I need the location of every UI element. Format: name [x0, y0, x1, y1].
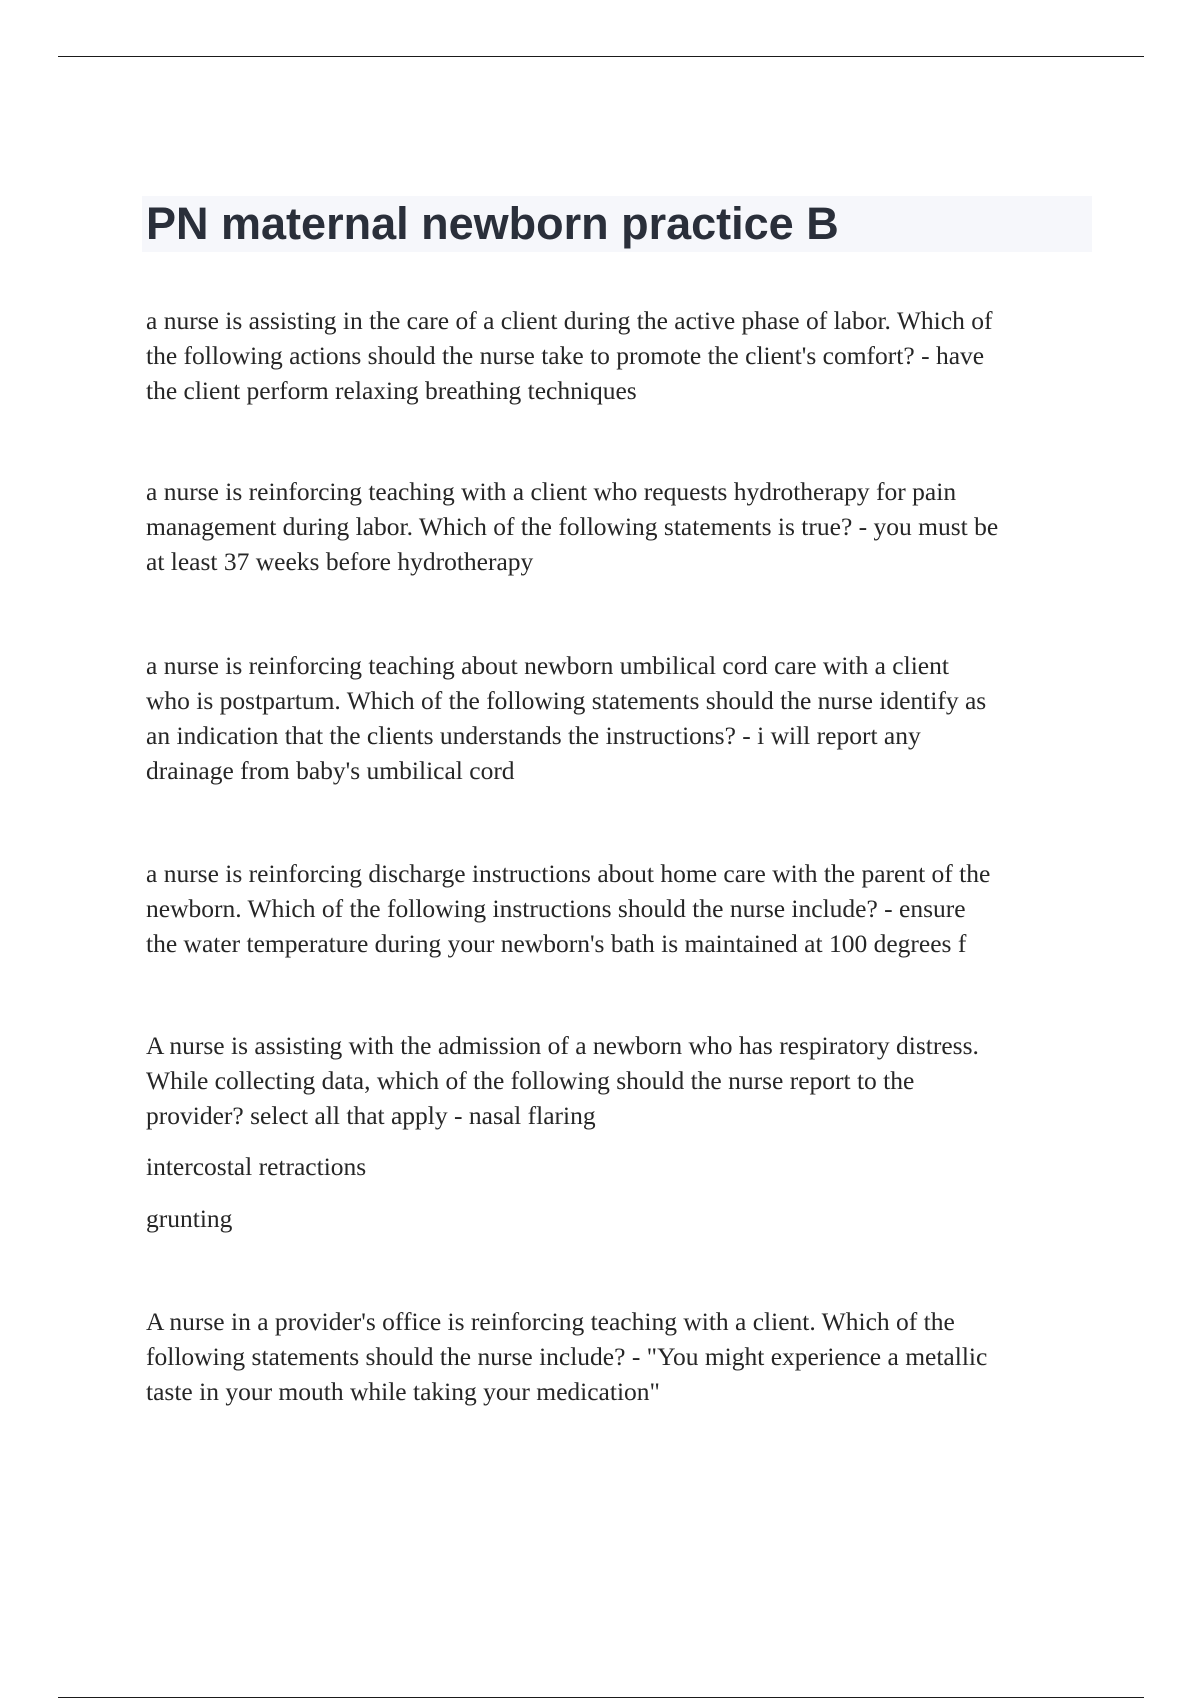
qa-line: newborn. Which of the following instructions should the nurse include? - ensure [146, 894, 966, 923]
bottom-rule [58, 1697, 1144, 1698]
qa-line: a nurse is reinforcing teaching with a client who requests hydrotherapy for pain [146, 477, 957, 506]
page-title: PN maternal newborn practice B [146, 198, 839, 249]
qa-item-5 [146, 1028, 1096, 1133]
qa-line: a nurse is assisting in the care of a client during the active phase of labor. Which of [146, 306, 993, 335]
qa-line: following statements should the nurse include? - "You might experience a metallic [146, 1342, 988, 1371]
qa-line: an indication that the clients understands the instructions? - i will report any [146, 721, 921, 750]
qa-line: the following actions should the nurse take to promote the client's comfort? - have [146, 341, 985, 370]
qa-line: A nurse in a provider's office is reinforcing teaching with a client. Which of the [146, 1307, 955, 1336]
qa-line: the water temperature during your newborn's bath is maintained at 100 degrees f [146, 929, 967, 958]
qa-line: at least 37 weeks before hydrotherapy [146, 547, 534, 576]
qa-item-4 [146, 856, 1096, 961]
qa-line: drainage from baby's umbilical cord [146, 756, 515, 785]
qa-line: While collecting data, which of the following should the nurse report to the [146, 1066, 915, 1095]
qa-item-6 [146, 1304, 1096, 1409]
qa-line: provider? select all that apply - nasal flaring [146, 1101, 596, 1130]
qa-line: the client perform relaxing breathing techniques [146, 376, 637, 405]
qa-line: a nurse is reinforcing discharge instructions about home care with the parent of the [146, 859, 991, 888]
qa-item-3 [146, 648, 1096, 788]
qa-line: a nurse is reinforcing teaching about newborn umbilical cord care with a client [146, 651, 949, 680]
qa-item-1 [146, 303, 1096, 408]
qa-line: who is postpartum. Which of the following statements should the nurse identify as [146, 686, 987, 715]
qa-item-2 [146, 474, 1096, 579]
qa-line: A nurse is assisting with the admission of a newborn who has respiratory distress. [146, 1031, 979, 1060]
qa-item-5-extra-answer: grunting [146, 1204, 233, 1233]
qa-line: taste in your mouth while taking your medication" [146, 1377, 660, 1406]
qa-line: management during labor. Which of the following statements is true? - you must be [146, 512, 999, 541]
qa-item-5-extra-answer: intercostal retractions [146, 1152, 367, 1181]
top-rule [58, 56, 1144, 57]
